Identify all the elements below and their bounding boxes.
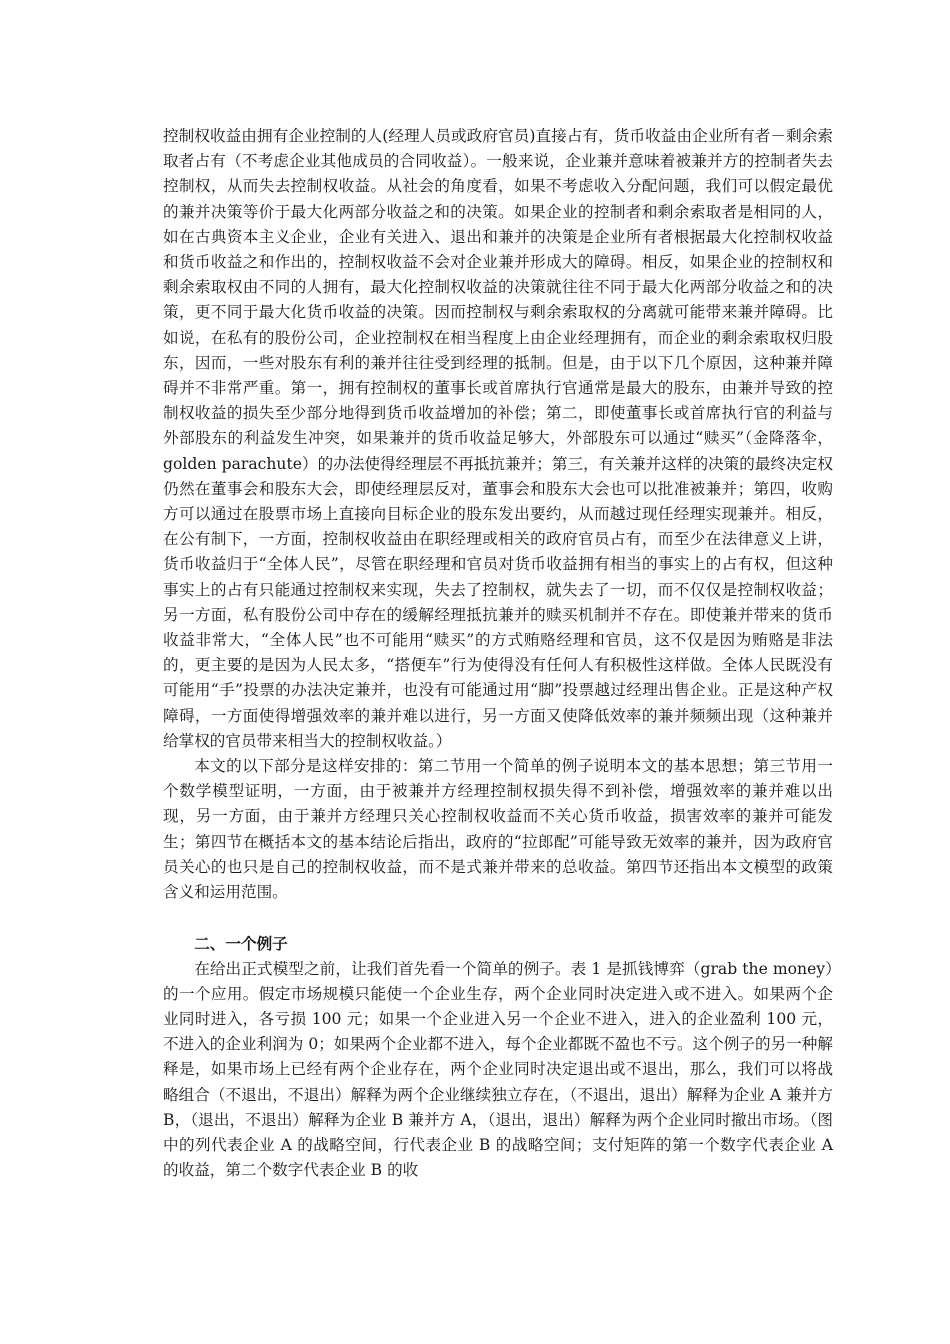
document-page <box>163 124 833 1183</box>
paragraph-paper-structure: 本文的以下部分是这样安排的：第二节用一个简单的例子说明本文的基本思想；第三节用一个数学模型证明，一方面，由于被兼并方经理控制权损失得不到补偿，增强效率的兼并难以出现，另一方面，由于兼并方经理只关心控制权收益而不关心货币收益，损害效率的兼并可能发生；第四节在概括本文的基本结论后指出，政府的“拉郎配”可能导致无效率的兼并，因为政府官员关心的也只是自己的控制权收益，而不是式兼并带来的总收益。第四节还指出本文模型的政策含义和运用范围。 <box>163 757 833 902</box>
paragraph-control-rights: 控制权收益由拥有企业控制的人(经理人员或政府官员)直接占有，货币收益由企业所有者－剩余索取者占有（不考虑企业其他成员的合同收益）。一般来说，企业兼并意味着被兼并方的控制者失去控制权，从而失去控制权收益。从社会的角度看，如果不考虑收入分配问题，我们可以假定最优的兼并决策等价于最大化两部分收益之和的决策。如果企业的控制者和剩余索取者是相同的人，如在古典资本主义企业，企业有关进入、退出和兼并的决策是企业所有者根据最大化控制权收益和货币收益之和作出的，控制权收益不会对企业兼并形成大的障碍。相反，如果企业的控制权和剩余索取权由不同的人拥有，最大化控制权收益的决策就往往不同于最大化两部分收益之和的决策，更不同于最大化货币收益的决策。因而控制权与剩余索取权的分离就可能带来兼并障碍。比如说，在私有的股份公司，企业控制权在相当程度上由企业经理拥有，而企业的剩余索取权归股东，因而，一些对股东有利的兼并往往受到经理的抵制。但是，由于以下几个原因，这种兼并障碍并不非常严重。第一，拥有控制权的董事长或首席执行官通常是最大的股东，由兼并导致的控制权收益的损失至少部分地得到货币收益增加的补偿；第二，即使董事长或首席执行官的利益与外部股东的利益发生冲突，如果兼并的货币收益足够大，外部股东可以通过“赎买”（金降落伞，golden parachute）的办法使得经理层不再抵抗兼并；第三，有关兼并这样的决策的最终决定权仍然在董事会和股东大会，即使经理层反对，董事会和股东大会也可以批准被兼并；第四，收购方可以通过在股票市场上直接向目标企业的股东发出要约，从而越过现任经理实现兼并。相反，在公有制下，一方面，控制权收益由在职经理或相关的政府官员占有，而至少在法律意义上讲，货币收益归于“全体人民”，尽管在职经理和官员对货币收益拥有相当的事实上的占有权，但这种事实上的占有只能通过控制权来实现，失去了控制权，就失去了一切，而不仅仅是控制权收益；另一方面，私有股份公司中存在的缓解经理抵抗兼并的赎买机制并不存在。即使兼并带来的货币收益非常大，“全体人民”也不可能用“赎买”的方式贿赂经理和官员，这不仅是因为贿赂是非法的，更主要的是因为人民太多，“搭便车”行为使得没有任何人有积极性这样做。全体人民既没有可能用“手”投票的办法决定兼并，也没有可能通过用“脚”投票越过经理出售企业。正是这种产权障碍，一方面使得增强效率的兼并难以进行，另一方面又使降低效率的兼并频频出现（这种兼并给掌权的官员带来相当大的控制权收益。） <box>163 127 833 750</box>
section-heading: 二、一个例子 <box>194 934 288 954</box>
paragraph-example: 在给出正式模型之前，让我们首先看一个简单的例子。表 1 是抓钱博弈（grab the money）的一个应用。假定市场规模只能使一个企业生存，两个企业同时决定进入或不进入。如果两个企业同时进入，各亏损 100 元；如果一个企业进入另一个企业不进入，进入的企业盈利 100 元，不进入的企业利润为 0；如果两个企业都不进入，每个企业都既不盈也不亏。这个例子的另一种解释是，如果市场上已经有两个企业存在，两个企业同时决定退出或不退出，那么，我们可以将战略组合（不退出，不退出）解释为两个企业继续独立存在，（不退出，退出）解释为企业 A 兼并方 B，（退出，不退出）解释为企业 B 兼并方 A，（退出，退出）解释为两个企业同时撤出市场。（图中的列代表企业 A 的战略空间，行代表企业 B 的战略空间；支付矩阵的第一个数字代表企业 A 的收益，第二个数字代表企业 B 的收 <box>163 959 833 1180</box>
